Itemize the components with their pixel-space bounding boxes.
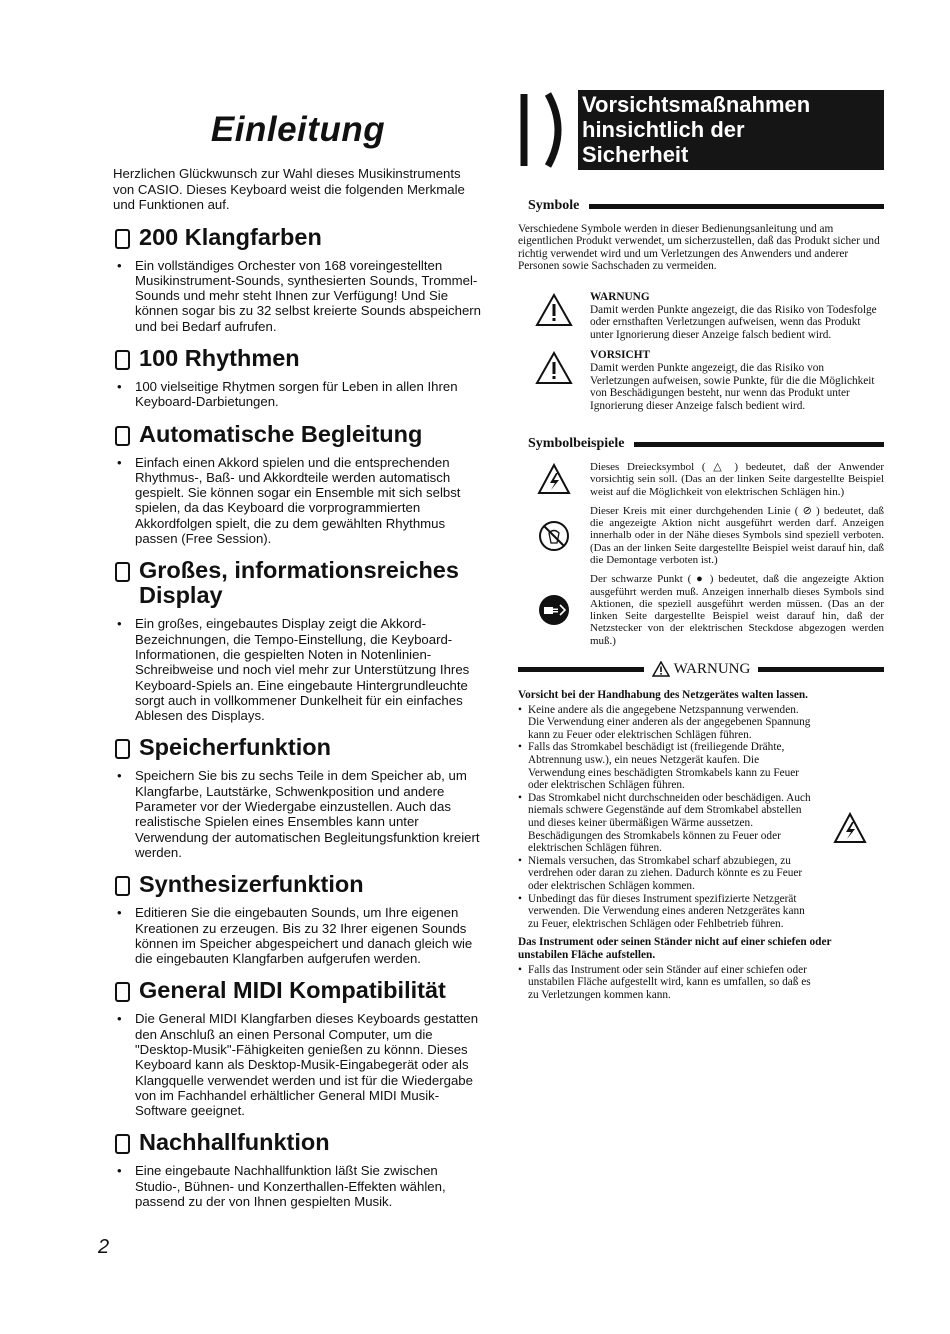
symbol-example — [518, 505, 884, 566]
warning-heading: Vorsicht bei der Handhabung des Netzgerätes walten lassen. — [518, 689, 808, 702]
feature-heading: Synthesizerfunktion — [139, 871, 364, 898]
safety-title-line: hinsichtlich der — [582, 117, 745, 142]
warnung-header — [518, 661, 884, 677]
section-rule — [634, 442, 884, 447]
list-item: • Falls das Stromkabel beschädigt ist (freiliegende Drähte, Abtrennung usw.), ein neues Netzgerät kaufen. Die Verwendung eines beschädigten Stromkabels kann zu Feuer oder elektrischen Schlägen führen. — [518, 741, 816, 791]
checkbox-square-icon — [115, 982, 130, 1002]
warnung-label: WARNUNG — [673, 660, 751, 677]
page-title: Einleitung — [210, 110, 386, 149]
symbole-text: Verschiedene Symbole werden in dieser Bedienungsanleitung und am eigentlichen Produkt verwendet, um sicherzustellen, daß das Produkt sicher und richtig verwendet wird und um Verletzungen des Anwenders und anderer Personen sowie Sachschaden zu vermeiden. — [518, 222, 880, 273]
unplug-icon — [537, 593, 571, 627]
section-label: Symbolbeispiele — [528, 436, 625, 452]
checkbox-square-icon — [115, 876, 130, 896]
safety-title — [582, 92, 810, 167]
list-item: • Niemals versuchen, das Stromkabel scharf abzubiegen, zu verdrehen oder daran zu ziehen. Dadurch könnte es zu Feuer oder elektrischen Schlägen kommen. — [518, 855, 816, 893]
list-item-text: Falls das Instrument oder sein Ständer auf einer schiefen oder unstabilen Fläche aufgestellt wird, kann es umfallen, so daß es zu Verletzungen kommen kann. — [528, 963, 811, 1001]
list-item-text: Keine andere als die angegebene Netzspannung verwenden. Die Verwendung einer anderen als der angegebenen Spannung kann zu Feuer oder elektrischen Schlägen führen. — [528, 703, 811, 741]
section-rule — [589, 204, 884, 209]
electric-triangle-icon — [833, 812, 867, 844]
checkbox-square-icon — [115, 229, 130, 249]
feature-text: Ein vollständiges Orchester von 168 voreingestellten Musikinstrument-Sounds, synthesierten Sounds, Trommel-Sounds und mehr steht Ihnen zur Verfügung! Und Sie können sogar bis zu 32 selbst kreierte Sounds abspeichern und bei Bedarf aufrufen. — [135, 257, 482, 334]
checkbox-square-icon — [115, 350, 130, 370]
checkbox-square-icon — [115, 562, 130, 582]
feature-section — [113, 978, 483, 1118]
feature-text: 100 vielseitige Rhytmen sorgen für Leben in allen Ihren Keyboard-Darbietungen. — [135, 378, 458, 410]
bullet-icon: • — [117, 616, 122, 632]
feature-text: Speichern Sie bis zu sechs Teile in dem Speicher ab, um Klangfarbe, Lautstärke, Schwenkposition und andere Parameter vor der Wiedergabe einzustellen. Auch das realistische Spielen eines Ensembles kann unter Verwendung der automatischen Begleitungsfunktion kreiert werden. — [135, 768, 480, 860]
list-item: • Keine andere als die angegebene Netzspannung verwenden. Die Verwendung einer anderen als der angegebenen Spannung kann zu Feuer oder elektrischen Schlägen führen. — [518, 704, 816, 742]
checkbox-square-icon — [115, 426, 130, 446]
feature-text: Eine eingebaute Nachhallfunktion läßt Sie zwischen Studio-, Bühnen- und Konzerthallen-Effekten wählen, passend zu der von Ihnen gespielten Musik. — [135, 1163, 446, 1210]
feature-text: Editieren Sie die eingebauten Sounds, um Ihre eigenen Kreationen zu erzeugen. Bis zu 32 Ihrer eigenen Sounds können im Speicher abgespeichert und danach gleich wie die eingebauten Klangfarben aufgerufen werden. — [135, 905, 473, 967]
feature-heading: 200 Klangfarben — [139, 223, 322, 250]
symbol-example-text: Dieses Dreiecksymbol ( △ ) bedeutet, daß der Anwender vorsichtig sein soll. (Das an der linken Seite dargestellte Beispiel weist auf die Möglichkeit von elektrischen Schlägen hin.) — [590, 460, 884, 498]
feature-heading: Automatische Begleitung — [139, 420, 423, 447]
section-rule — [758, 667, 884, 672]
safety-banner — [518, 90, 884, 170]
list-item-text: Falls das Stromkabel beschädigt ist (freiliegende Drähte, Abtrennung usw.), ein neues Netzgerät kaufen. Die Verwendung eines beschädigten Stromkabels kann zu Feuer oder elektrischen Schlägen führen. — [528, 741, 800, 792]
symbol-example — [518, 573, 884, 647]
section-rule — [518, 667, 644, 672]
symbol-example-text: Der schwarze Punkt ( ● ) bedeutet, daß die angezeigte Aktion ausgeführt werden muß. Anzeigen innerhalb dieses Symbols sind Aktionen, die speziell ausgeführt werden müssen. (Das an der linken Seite dargestellte Beispiel weist darauf hin, daß der Netzstecker von der elektrischen Steckdose abgezogen werden muß.) — [590, 573, 884, 647]
section-header-symbole — [528, 200, 884, 213]
list-item-text: Das Stromkabel nicht durchschneiden oder beschädigen. Auch niemals schwere Gegenstände auf dem Stromkabel abstellen und dieses keiner übermäßigen Wärme aussetzen. Beschädigungen des Stromkabels können zu Feuer oder elektrischen Schlägen führen. — [528, 791, 811, 855]
warnung-title: WARNUNG — [590, 290, 650, 303]
checkbox-square-icon — [115, 739, 130, 759]
electric-triangle-icon — [537, 463, 571, 495]
feature-section — [113, 735, 483, 860]
warning-triangle-icon — [535, 293, 573, 327]
intro-text: Herzlichen Glückwunsch zur Wahl dieses Musikinstruments von CASIO. Dieses Keyboard weist die folgenden Merkmale und Funktionen auf. — [113, 166, 465, 212]
symbol-example-text: Dieser Kreis mit einer durchgehenden Linie ( ⊘ ) bedeutet, daß die angezeigte Aktion nicht ausgeführt werden darf. Anzeigen innerhalb oder in der Nähe dieses Symbols sind speziell verboten. (Das an der linken Seite dargestellte Beispiel weist darauf hin, daß die Demontage verboten ist.) — [590, 504, 884, 566]
no-disassembly-icon — [537, 519, 571, 553]
warning-heading: Das Instrument oder seinen Ständer nicht auf einer schiefen oder unstabilen Fläche aufstellen. — [518, 936, 832, 961]
bullet-icon: • — [117, 378, 122, 394]
feature-section — [113, 1130, 483, 1209]
list-item-text: Niemals versuchen, das Stromkabel scharf abzubiegen, zu verdrehen oder daran zu ziehen. Dadurch könnte es zu Feuer oder elektrischen Schlägen kommen. — [528, 854, 803, 892]
feature-section — [113, 872, 483, 966]
safety-title-line: Vorsichtsmaßnahmen — [582, 92, 811, 117]
feature-heading: 100 Rhythmen — [139, 344, 300, 371]
warnung-text: Damit werden Punkte angezeigt, die das Risiko von Todesfolge oder ernsthaften Verletzungen aufweisen, wenn das Produkt unter Ignorierung dieser Anzeige falsch bedient wird. — [590, 303, 877, 341]
warning-triangle-icon — [652, 661, 670, 677]
list-item: • Unbedingt das für dieses Instrument spezifizierte Netzgerät verwenden. Die Verwendung eines anderen Netzgerätes kann zu Feuer, elektrischen Schlägen oder Fehlbetrieb führen. — [518, 893, 816, 931]
list-item: • Falls das Instrument oder sein Ständer auf einer schiefen oder unstabilen Fläche aufgestellt wird, kann es umfallen, so daß es zu Verletzungen kommen kann. — [518, 964, 818, 1002]
bracket-decoration-icon — [518, 90, 578, 170]
feature-section — [113, 422, 483, 547]
symbol-example — [518, 461, 884, 498]
page-number: 2 — [98, 1236, 110, 1258]
caution-triangle-icon — [535, 351, 573, 385]
bullet-icon: • — [117, 1011, 122, 1027]
bullet-icon: • — [117, 1163, 122, 1179]
feature-section — [113, 346, 483, 410]
bullet-icon: • — [117, 905, 122, 921]
feature-text: Ein großes, eingebautes Display zeigt die Akkord-Bezeichnungen, die Tempo-Einstellung, die Keyboard-Informationen, die gespielten Noten in Notenlinien-Schreibweise und noch viel mehr zur Unterstützung Ihres Keyboard-Spiels an. Eine eingebaute Hintergrundleuchte sorgt auch in vollkommener Dunkelheit für ein einfaches Ablesen des Displays. — [135, 616, 470, 724]
feature-heading: Nachhallfunktion — [139, 1129, 330, 1156]
feature-section — [113, 558, 483, 723]
vorsicht-definition — [518, 349, 884, 412]
feature-section — [113, 225, 483, 334]
feature-text: Die General MIDI Klangfarben dieses Keyboards gestatten den Anschluß an einen Personal Computer, um die "Desktop-Musik"-Fähigkeiten genießen zu könnn. Dieses Keyboard kann als Desktop-Musik-Eingabegerät oder als Klangquelle verwendet werden und ist für die Wiedergabe von im Fachhandel erhältlicher General MIDI Musik-Software geeignet. — [135, 1011, 479, 1119]
feature-heading: Speicherfunktion — [139, 734, 331, 761]
section-label: Symbole — [528, 198, 580, 213]
section-header-symbolbeispiele — [528, 438, 884, 451]
right-column — [518, 90, 884, 1001]
feature-heading: Großes, informationsreiches Display — [139, 557, 459, 609]
bullet-icon: • — [117, 257, 122, 273]
bullet-icon: • — [117, 768, 122, 784]
bullet-icon: • — [117, 454, 122, 470]
vorsicht-text: Damit werden Punkte angezeigt, die das Risiko von Verletzungen aufweisen, sowie Punkte, für die die Möglichkeit von Beschädigungen besteht, nur wenn das Produkt unter Ignorierung dieser Anzeige falsch bedient wird. — [590, 361, 875, 412]
safety-title-line: Sicherheit — [582, 142, 689, 167]
checkbox-square-icon — [115, 1134, 130, 1154]
warnung-definition — [518, 291, 884, 341]
list-item-text: Unbedingt das für dieses Instrument spezifizierte Netzgerät verwenden. Die Verwendung eines anderen Netzgerätes kann zu Feuer, elektrischen Schlägen oder Fehlbetrieb führen. — [528, 892, 805, 930]
feature-heading: General MIDI Kompatibilität — [139, 977, 446, 1004]
left-column — [113, 100, 483, 1221]
list-item: • Das Stromkabel nicht durchschneiden oder beschädigen. Auch niemals schwere Gegenstände auf dem Stromkabel abstellen und dieses keiner übermäßigen Wärme aussetzen. Beschädigungen des Stromkabels können zu Feuer oder elektrischen Schlägen führen. — [518, 792, 816, 855]
vorsicht-title: VORSICHT — [590, 349, 651, 362]
feature-text: Einfach einen Akkord spielen und die entsprechenden Rhythmus-, Baß- und Akkordteile werden automatisch gespielt. Sie können sogar ein Ensemble mit sich selbst spielen, da das Keyboard die vorprogrammierten Akkordfolgen spielt, die zu dem gewählten Rhythmus passen (Free Session). — [135, 454, 461, 547]
